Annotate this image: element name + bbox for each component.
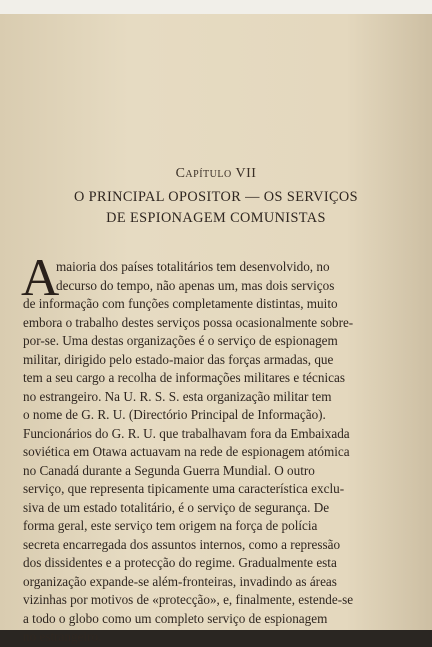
body-line: de informação com funções completamente distintas, muito	[23, 296, 338, 311]
body-line: no estrangeiro. Na U. R. S. S. esta organização militar tem	[23, 388, 332, 404]
body-line: organização expande-se além-fronteiras, invadindo as áreas	[23, 573, 337, 589]
body-line: decurso do tempo, não apenas um, mas dois serviços	[56, 277, 335, 293]
chapter-title-line: DE ESPIONAGEM COMUNISTAS	[106, 210, 326, 226]
body-line: soviética em Otawa actuavam na rede de espionagem atómica	[23, 444, 350, 459]
body-line: forma geral, este serviço tem origem na força de polícia	[23, 518, 318, 533]
body-line: militar, dirigido pelo estado-maior das forças armadas, que	[23, 351, 334, 367]
body-line: vizinhas por motivos de «protecção», e, finalmente, estende-se	[23, 592, 354, 607]
top-edge-strip	[0, 0, 432, 14]
body-line: secreta encarregada dos assuntos internos, como a repressão	[23, 536, 341, 552]
body-text	[23, 258, 353, 647]
body-line: embora o trabalho destes serviços possa ocasionalmente sobre-	[23, 314, 354, 330]
body-line: no Canadá durante a Segunda Guerra Mundial. O outro	[23, 462, 315, 478]
chapter-title	[20, 187, 412, 229]
drop-cap: A	[21, 249, 60, 307]
body-line: Funcionários do G. R. U. que trabalhavam fora da Embaixada	[23, 425, 350, 441]
body-line: por-se. Uma destas organizações é o serviço de espionagem	[23, 333, 338, 348]
chapter-label: Capítulo VII	[175, 166, 257, 181]
body-line: siva de um estado totalitário, é o serviço de segurança. De	[23, 499, 330, 515]
body-line: dos dissidentes e a protecção do regime. Gradualmente esta	[23, 555, 337, 570]
body-line: maioria dos países totalitários tem desenvolvido, no	[56, 259, 330, 274]
chapter-title-line: O PRINCIPAL OPOSITOR — OS SERVIÇOS	[73, 189, 359, 205]
body-line: no estrangeiro.	[23, 629, 102, 644]
body-line: serviço, que representa tipicamente uma característica exclu-	[23, 481, 345, 496]
body-line: o nome de G. R. U. (Directório Principal de Informação).	[23, 407, 326, 422]
body-line: a todo o globo como um completo serviço de espionagem	[23, 610, 328, 626]
body-line: tem a seu cargo a recolha de informações militares e técnicas	[23, 370, 345, 385]
